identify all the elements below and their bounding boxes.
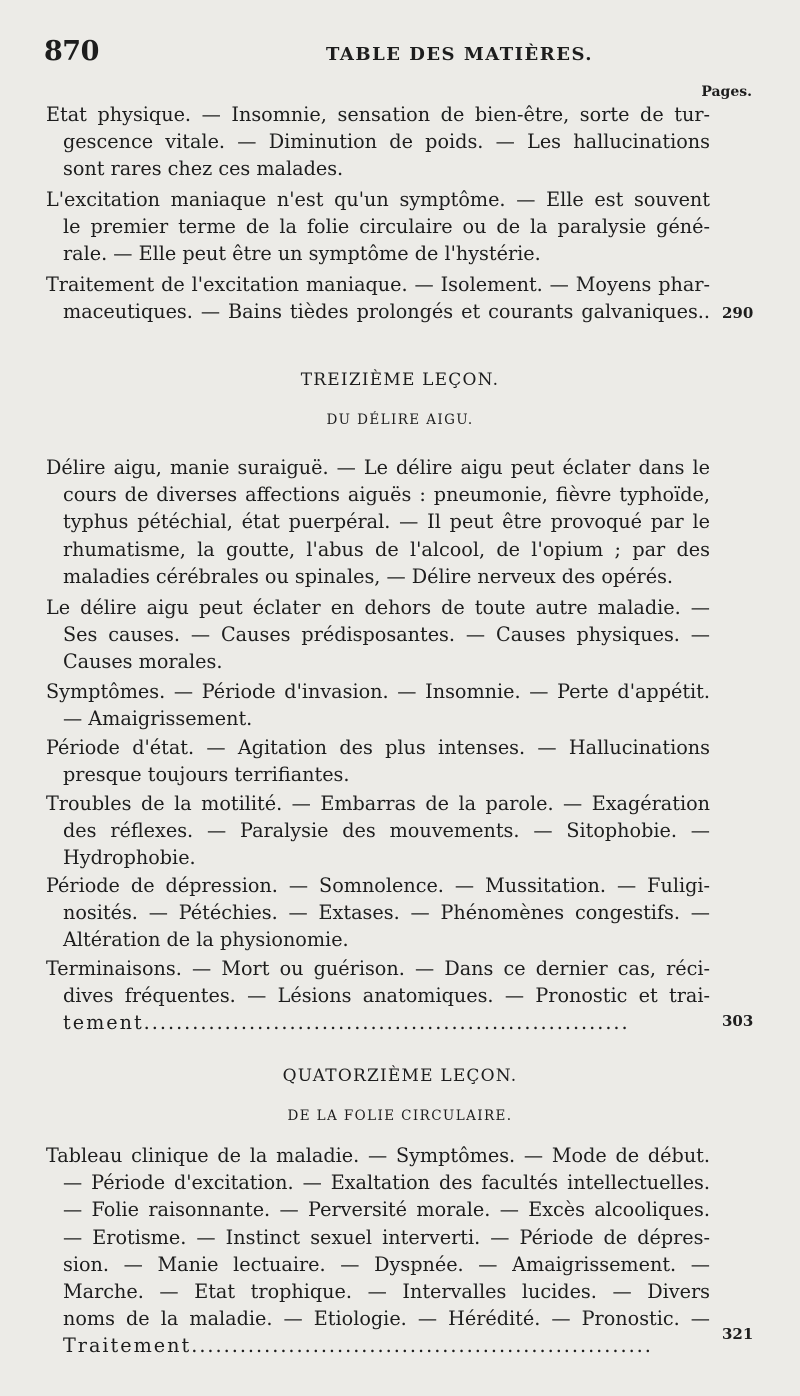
toc-entry <box>46 186 710 268</box>
toc-entry <box>46 955 710 1037</box>
toc-entry <box>46 101 710 183</box>
toc-line: rale. — Elle peut être un symptôme de l'hystérie. <box>63 242 541 266</box>
page-reference: 321 <box>722 1325 754 1343</box>
toc-line: Délire aigu, manie suraiguë. — Le délire aigu peut éclater dans le <box>46 456 710 479</box>
toc-entry <box>46 1142 710 1360</box>
toc-line: cours de diverses affections aiguës : pneumonie, fièvre typhoïde, <box>63 483 710 507</box>
toc-line: Le délire aigu peut éclater en dehors de toute autre maladie. — <box>46 596 710 619</box>
toc-line: sont rares chez ces malades. <box>63 157 344 181</box>
toc-line: Traitement de l'excitation maniaque. — Isolement. — Moyens phar- <box>46 273 710 296</box>
toc-line: Hydrophobie. <box>63 846 196 870</box>
toc-line: — Amaigrissement. <box>63 707 253 731</box>
toc-line: tement............................................................ <box>63 1011 630 1035</box>
toc-line: typhus pétéchial, état puerpéral. — Il peut être provoqué par le <box>63 510 710 534</box>
toc-line: Causes morales. <box>63 650 223 674</box>
lecon-heading: TREIZIÈME LEÇON. <box>300 370 500 390</box>
lecon-subheading: DU DÉLIRE AIGU. <box>326 412 474 428</box>
toc-line: Altération de la physionomie. <box>63 928 349 952</box>
toc-line: maladies cérébrales ou spinales, — Délire nerveux des opérés. <box>63 564 674 588</box>
lecon-subheading: DE LA FOLIE CIRCULAIRE. <box>287 1108 513 1124</box>
toc-line: Période de dépression. — Somnolence. — Mussitation. — Fuligi- <box>46 874 710 897</box>
toc-line: — Erotisme. — Instinct sexuel interverti. — Période de dépres- <box>63 1225 710 1249</box>
page-reference: 303 <box>722 1012 754 1030</box>
toc-line: noms de la maladie. — Etiologie. — Hérédité. — Pronostic. — <box>63 1307 710 1331</box>
toc-line: sion. — Manie lectuaire. — Dyspnée. — Amaigrissement. — <box>63 1252 710 1276</box>
toc-line: dives fréquentes. — Lésions anatomiques. — Pronostic et trai- <box>63 984 710 1008</box>
toc-line: maceutiques. — Bains tièdes prolongés et courants galvaniques.. <box>63 300 710 324</box>
toc-line: nosités. — Pétéchies. — Extases. — Phénomènes congestifs. — <box>63 901 710 925</box>
toc-line: — Folie raisonnante. — Perversité morale. — Excès alcooliques. <box>63 1198 710 1222</box>
toc-line: presque toujours terrifiantes. <box>63 763 350 787</box>
lecon-heading: QUATORZIÈME LEÇON. <box>282 1066 518 1086</box>
toc-line: Troubles de la motilité. — Embarras de la parole. — Exagération <box>46 792 710 815</box>
toc-line: Terminaisons. — Mort ou guérison. — Dans ce dernier cas, réci- <box>46 957 710 980</box>
toc-entry <box>46 872 710 954</box>
toc-line: Ses causes. — Causes prédisposantes. — Causes physiques. — <box>63 623 710 647</box>
pages-column-label: Pages. <box>701 84 752 100</box>
toc-entry <box>46 454 710 590</box>
toc-line: des réflexes. — Paralysie des mouvements. — Sitophobie. — <box>63 819 710 843</box>
toc-line: Tableau clinique de la maladie. — Symptômes. — Mode de début. <box>46 1144 710 1167</box>
toc-line: L'excitation maniaque n'est qu'un symptôme. — Elle est souvent <box>46 188 710 211</box>
toc-line: Symptômes. — Période d'invasion. — Insomnie. — Perte d'appétit. <box>46 680 710 703</box>
toc-line: Période d'état. — Agitation des plus intenses. — Hallucinations <box>46 736 710 759</box>
toc-line: Marche. — Etat trophique. — Intervalles lucides. — Divers <box>63 1280 710 1304</box>
page-reference: 290 <box>722 304 754 322</box>
toc-line: le premier terme de la folie circulaire ou de la paralysie géné- <box>63 215 710 239</box>
toc-line: rhumatisme, la goutte, l'abus de l'alcool, de l'opium ; par des <box>63 537 710 561</box>
toc-line: Traitement......................................................... <box>63 1334 653 1358</box>
page-header <box>40 36 760 76</box>
toc-entry <box>46 678 710 732</box>
toc-line: Etat physique. — Insomnie, sensation de bien-être, sorte de tur- <box>46 103 710 126</box>
toc-entry <box>46 734 710 788</box>
toc-entry <box>46 594 710 676</box>
toc-entry <box>46 790 710 872</box>
running-title: TABLE DES MATIÈRES. <box>326 44 594 65</box>
toc-entry <box>46 271 710 325</box>
page-number: 870 <box>44 36 99 67</box>
toc-line: gescence vitale. — Diminution de poids. — Les hallucinations <box>63 130 710 154</box>
toc-line: — Période d'excitation. — Exaltation des facultés intellectuelles. <box>63 1171 710 1195</box>
